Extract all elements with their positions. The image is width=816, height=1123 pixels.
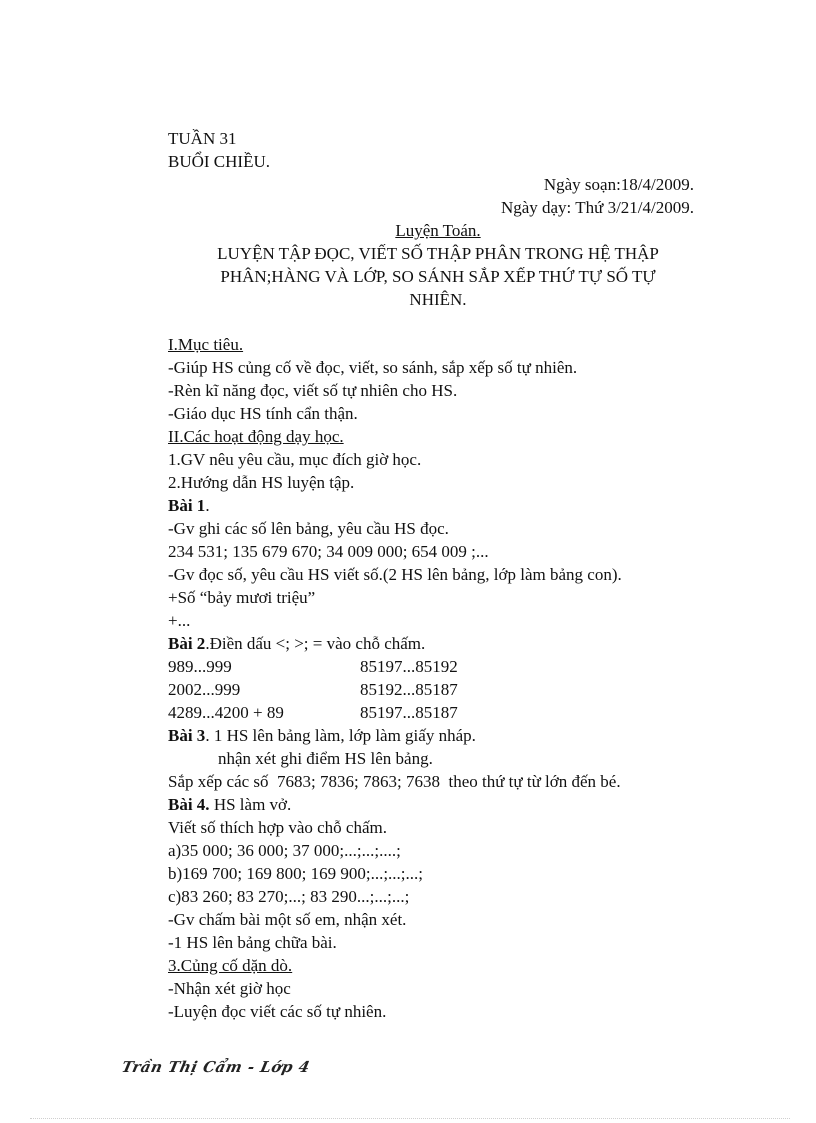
bai2-label: Bài 2 bbox=[168, 634, 206, 653]
comparison-right: 85197...85192 bbox=[360, 657, 458, 676]
bai1-line: +Số “bảy mươi triệu” bbox=[168, 588, 316, 607]
conclusion-heading-text: 3.Củng cố dặn dò. bbox=[168, 956, 293, 975]
bai4-line: Viết số thích hợp vào chỗ chấm. bbox=[168, 818, 387, 837]
bai3-line: nhận xét ghi điểm HS lên bảng. bbox=[218, 749, 433, 768]
objective-item: -Giúp HS củng cố về đọc, viết, so sánh, sắp xếp số tự nhiên. bbox=[168, 358, 578, 377]
bai4-item: b)169 700; 169 800; 169 900;...;...;...; bbox=[168, 864, 423, 883]
bai4-item: a)35 000; 36 000; 37 000;...;...;....; bbox=[168, 841, 401, 860]
comparison-row bbox=[168, 701, 708, 724]
lesson-plan-body bbox=[168, 127, 708, 1023]
bai1-label: Bài 1 bbox=[168, 496, 206, 515]
bai2-instruction: .Điền dấu <; >; = vào chỗ chấm. bbox=[205, 634, 426, 653]
bai2-heading bbox=[168, 632, 708, 655]
date-prepared: Ngày soạn:18/4/2009. bbox=[543, 175, 694, 194]
bai1-heading bbox=[168, 494, 708, 517]
comparison-right: 85192...85187 bbox=[360, 680, 458, 699]
objective-item: -Rèn kĩ năng đọc, viết số tự nhiên cho HS. bbox=[168, 381, 458, 400]
bai3-instruction: . 1 HS lên bảng làm, lớp làm giấy nháp. bbox=[205, 726, 476, 745]
spacer bbox=[168, 311, 708, 333]
subject-title: Luyện Toán. bbox=[395, 221, 481, 240]
bai1-label-suffix: . bbox=[205, 496, 210, 515]
conclusion-item: -Nhận xét giờ học bbox=[168, 979, 291, 998]
objectives-heading-text: I.Mục tiêu. bbox=[168, 335, 244, 354]
comparison-right: 85197...85187 bbox=[360, 703, 458, 722]
footer-divider bbox=[30, 1118, 790, 1119]
bai4-line: -Gv chấm bài một số em, nhận xét. bbox=[168, 910, 407, 929]
bai4-item: c)83 260; 83 270;...; 83 290...;...;...; bbox=[168, 887, 410, 906]
activities-heading bbox=[168, 425, 708, 448]
objective-item: -Giáo dục HS tính cẩn thận. bbox=[168, 404, 358, 423]
week-label: TUẦN 31 bbox=[168, 129, 237, 148]
bai1-line: -Gv đọc số, yêu cầu HS viết số.(2 HS lên bảng, lớp làm bảng con). bbox=[168, 565, 622, 584]
bai4-instruction: HS làm vở. bbox=[209, 795, 292, 814]
activity-step-2: 2.Hướng dẫn HS luyện tập. bbox=[168, 473, 355, 492]
bai1-numbers: 234 531; 135 679 670; 34 009 000; 654 009 ;... bbox=[168, 542, 489, 561]
footer-signature: Trần Thị Cẩm - Lớp 4 bbox=[120, 1058, 312, 1076]
comparison-left: 4289...4200 + 89 bbox=[168, 703, 284, 722]
objectives-heading bbox=[168, 333, 708, 356]
bai4-line: -1 HS lên bảng chữa bài. bbox=[168, 933, 337, 952]
title-line-3: NHIÊN. bbox=[409, 290, 467, 309]
session-label: BUỔI CHIỀU. bbox=[168, 152, 270, 171]
comparison-left: 2002...999 bbox=[168, 680, 241, 699]
conclusion-item: -Luyện đọc viết các số tự nhiên. bbox=[168, 1002, 387, 1021]
date-taught: Ngày dạy: Thứ 3/21/4/2009. bbox=[500, 198, 694, 217]
comparison-row bbox=[168, 678, 708, 701]
bai4-heading bbox=[168, 793, 708, 816]
activity-step-1: 1.GV nêu yêu cầu, mục đích giờ học. bbox=[168, 450, 422, 469]
conclusion-heading bbox=[168, 954, 708, 977]
bai1-line: +... bbox=[168, 611, 191, 630]
bai1-line: -Gv ghi các số lên bảng, yêu cầu HS đọc. bbox=[168, 519, 449, 538]
bai3-line: Sắp xếp các số 7683; 7836; 7863; 7638 theo thứ tự từ lớn đến bé. bbox=[168, 772, 621, 791]
comparison-row bbox=[168, 655, 708, 678]
lesson-title bbox=[168, 219, 708, 311]
title-line-1: LUYỆN TẬP ĐỌC, VIẾT SỐ THẬP PHÂN TRONG HỆ THẬP bbox=[217, 244, 659, 263]
bai4-label: Bài 4. bbox=[168, 795, 210, 814]
comparison-left: 989...999 bbox=[168, 657, 232, 676]
title-line-2: PHÂN;HÀNG VÀ LỚP, SO SÁNH SẮP XẾP THỨ TỰ SỐ TỰ bbox=[220, 267, 656, 286]
bai3-heading bbox=[168, 724, 708, 747]
bai3-label: Bài 3 bbox=[168, 726, 206, 745]
activities-heading-text: II.Các hoạt động dạy học. bbox=[168, 427, 344, 446]
